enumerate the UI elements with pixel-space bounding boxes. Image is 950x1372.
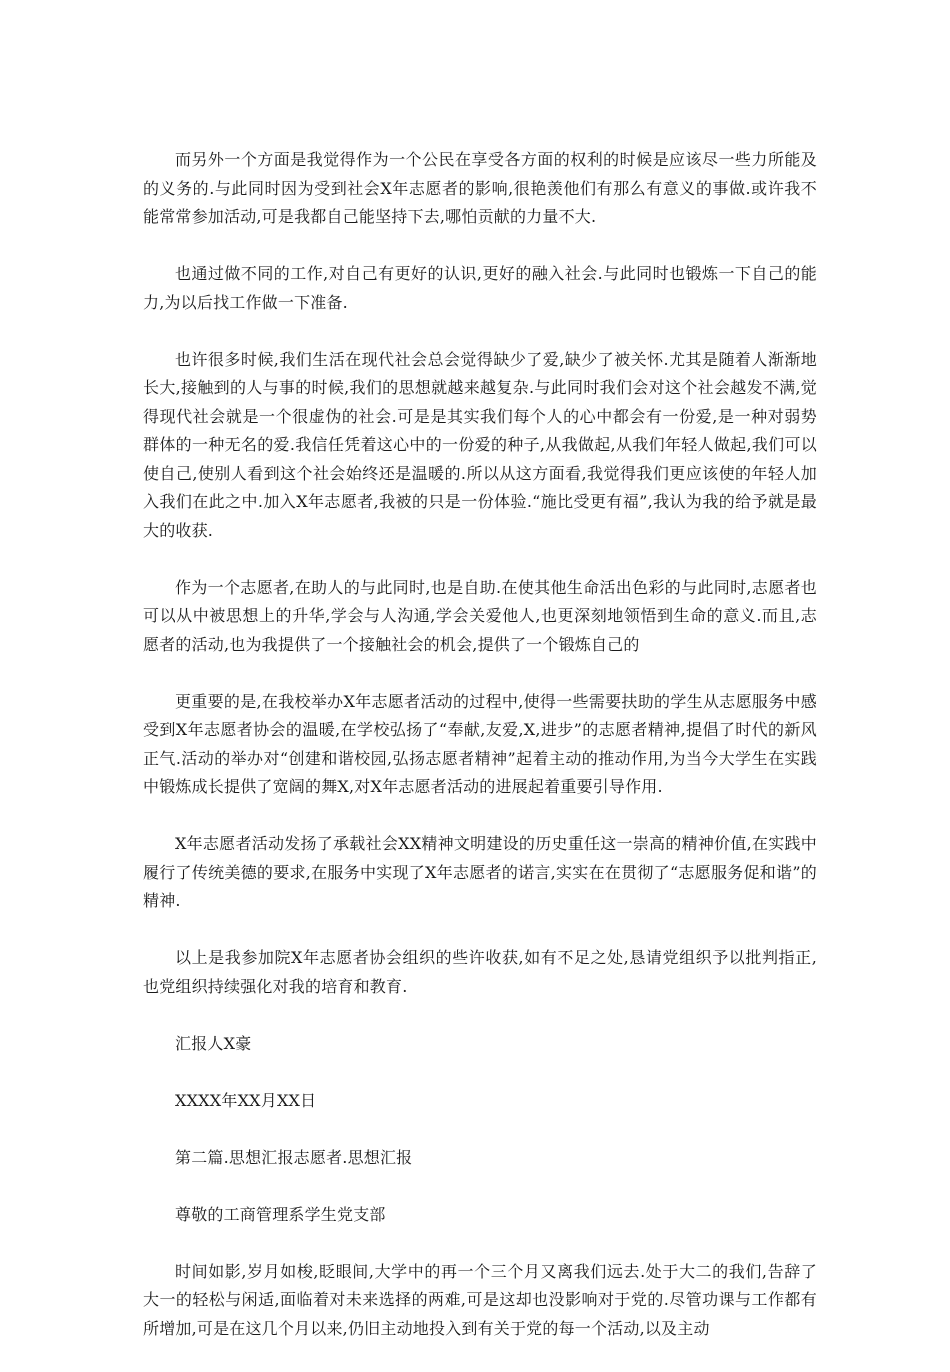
date: XXXX年XX月XX日	[175, 1090, 317, 1110]
document-page	[143, 146, 817, 1372]
section-title: 第二篇.思想汇报志愿者.思想汇报	[175, 1147, 413, 1167]
paragraph: 而另外一个方面是我觉得作为一个公民在享受各方面的权利的时候是应该尽一些力所能及的义务的.与此同时因为受到社会X年志愿者的影响,很艳羡他们有那么有意义的事做.或许我不能常常参加活动,可是我都自己能坚持下去,哪怕贡献的力量不大.	[143, 150, 817, 226]
paragraph: 作为一个志愿者,在助人的与此同时,也是自助.在使其他生命活出色彩的与此同时,志愿者也可以从中被思想上的升华,学会与人沟通,学会关爱他人,也更深刻地领悟到生命的意义.而且,志愿者的活动,也为我提供了一个接触社会的机会,提供了一个锻炼自己的	[143, 577, 817, 654]
paragraph: X年志愿者活动发扬了承载社会XX精神文明建设的历史重任这一崇高的精神价值,在实践中履行了传统美德的要求,在服务中实现了X年志愿者的诺言,实实在在贯彻了“志愿服务促和谐”的精神.	[143, 834, 817, 910]
paragraph: 更重要的是,在我校举办X年志愿者活动的过程中,使得一些需要扶助的学生从志愿服务中感受到X年志愿者协会的温暖,在学校弘扬了“奉献,友爱,X,进步”的志愿者精神,提倡了时代的新风正气.活动的举办对“创建和谐校园,弘扬志愿者精神”起着主动的推动作用,为当今大学生在实践中锻炼成长提供了宽阔的舞X,对X年志愿者活动的进展起着重要引导作用.	[143, 691, 817, 796]
signature: 汇报人X豪	[175, 1033, 252, 1053]
paragraph: 也通过做不同的工作,对自己有更好的认识,更好的融入社会.与此同时也锻炼一下自己的能力,为以后找工作做一下准备.	[143, 264, 817, 312]
paragraph: 也许很多时候,我们生活在现代社会总会觉得缺少了爱,缺少了被关怀.尤其是随着人渐渐地长大,接触到的人与事的时候,我们的思想就越来越复杂.与此同时我们会对这个社会越发不满,觉得现代社会就是一个很虚伪的社会.可是是其实我们每个人的心中都会有一份爱,是一种对弱势群体的一种无名的爱.我信任凭着这心中的一份爱的种子,从我做起,从我们年轻人做起,我们可以使自己,使别人看到这个社会始终还是温暖的.所以从这方面看,我觉得我们更应该使的年轻人加入我们在此之中.加入X年志愿者,我被的只是一份体验.“施比受更有福”,我认为我的给予就是最大的收获.	[143, 349, 817, 540]
salutation: 尊敬的工商管理系学生党支部	[175, 1204, 386, 1224]
paragraph: 以上是我参加院X年志愿者协会组织的些许收获,如有不足之处,恳请党组织予以批判指正,也党组织持续强化对我的培育和教育.	[143, 948, 817, 996]
paragraph: 时间如影,岁月如梭,眨眼间,大学中的再一个三个月又离我们远去.处于大二的我们,告辞了大一的轻松与闲适,面临着对未来选择的两难,可是这却也没影响对于党的.尽管功课与工作都有所增加,可是在这几个月以来,仍旧主动地投入到有关于党的每一个活动,以及主动	[143, 1261, 817, 1338]
